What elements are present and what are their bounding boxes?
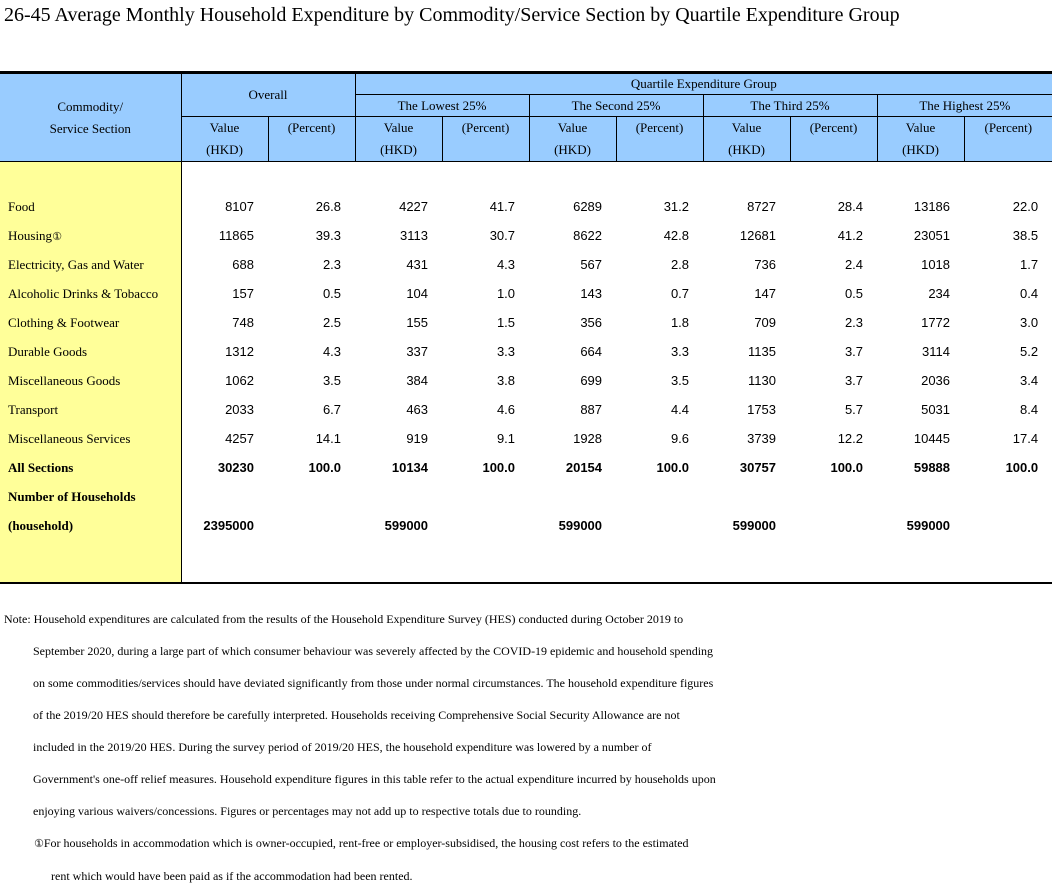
- value-cell: 431: [406, 257, 429, 272]
- table-row: [0, 395, 1052, 424]
- percent-cell: 4.4: [670, 402, 690, 417]
- percent-cell: 2.4: [844, 257, 864, 272]
- table-row: [0, 453, 1052, 482]
- percent-cell: 100.0: [308, 460, 342, 475]
- value-cell: 13186: [913, 199, 951, 214]
- percent-cell: 3.4: [1020, 373, 1039, 388]
- third-value-header: Value (HKD): [703, 117, 790, 162]
- value-cell: 748: [232, 315, 254, 330]
- percent-cell: 5.7: [844, 402, 864, 417]
- table-row: [0, 279, 1052, 308]
- value-cell: 356: [580, 315, 603, 330]
- third-percent-header: (Percent): [790, 117, 877, 162]
- percent-cell: 100.0: [1005, 460, 1039, 475]
- households-cell: 599000: [558, 518, 603, 533]
- households-row: [0, 511, 1052, 540]
- note-line: included in the 2019/20 HES. During the survey period of 2019/20 HES, the household expenditure was lowered by a number of: [33, 740, 652, 754]
- table-row: [0, 250, 1052, 279]
- row-label: Transport: [0, 395, 181, 424]
- percent-cell: 100.0: [656, 460, 690, 475]
- value-cell: 337: [406, 344, 429, 359]
- value-cell: 10134: [391, 460, 429, 475]
- value-cell: 1772: [921, 315, 951, 330]
- value-cell: 157: [232, 286, 254, 301]
- value-cell: 155: [406, 315, 429, 330]
- value-cell: 30757: [739, 460, 777, 475]
- lowest-value-header: Value (HKD): [355, 117, 442, 162]
- value-cell: 104: [406, 286, 429, 301]
- highest-percent-header: (Percent): [964, 117, 1052, 162]
- percent-cell: 4.3: [496, 257, 516, 272]
- percent-cell: 0.4: [1020, 286, 1039, 301]
- row-label: Food: [0, 192, 181, 221]
- percent-cell: 31.2: [663, 199, 690, 214]
- row-label-line1: Commodity/: [57, 98, 124, 114]
- quartile-group-header: Quartile Expenditure Group: [355, 73, 1052, 95]
- group-lowest-header: The Lowest 25%: [355, 95, 529, 117]
- households-cell: [616, 511, 703, 540]
- percent-cell: 4.3: [322, 344, 342, 359]
- value-cell: 12681: [739, 228, 777, 243]
- percent-cell: 3.7: [844, 373, 864, 388]
- households-label: Number of Households: [0, 482, 181, 511]
- table-row: [0, 337, 1052, 366]
- households-cell: [268, 511, 355, 540]
- row-label: Clothing & Footwear: [0, 308, 181, 337]
- value-cell: 463: [406, 402, 429, 417]
- value-cell: 5031: [921, 402, 951, 417]
- value-cell: 23051: [913, 228, 951, 243]
- overall-percent-header: (Percent): [268, 117, 355, 162]
- value-cell: 384: [406, 373, 429, 388]
- households-cell: 2395000: [203, 518, 254, 533]
- value-cell: 1135: [748, 344, 777, 359]
- note-line: on some commodities/services should have deviated significantly from those under normal circumstances. The household expenditure figures: [33, 676, 714, 690]
- percent-cell: 0.5: [844, 286, 864, 301]
- value-cell: 8107: [225, 199, 254, 214]
- percent-cell: 14.1: [315, 431, 342, 446]
- value-cell: 1928: [573, 431, 603, 446]
- percent-cell: 3.0: [1020, 315, 1039, 330]
- value-cell: 143: [580, 286, 603, 301]
- row-label: Miscellaneous Goods: [0, 366, 181, 395]
- percent-cell: 2.5: [322, 315, 342, 330]
- percent-cell: 41.7: [489, 199, 516, 214]
- bottom-spacer-row: [0, 540, 1052, 583]
- percent-cell: 6.7: [322, 402, 342, 417]
- table-row: [0, 308, 1052, 337]
- footnote-marker-icon: ①: [52, 229, 62, 243]
- households-cell: [964, 511, 1052, 540]
- value-cell: 147: [754, 286, 777, 301]
- percent-cell: 30.7: [489, 228, 516, 243]
- value-cell: 736: [754, 257, 777, 272]
- percent-cell: 3.7: [844, 344, 864, 359]
- percent-cell: 2.3: [844, 315, 864, 330]
- second-percent-header: (Percent): [616, 117, 703, 162]
- percent-cell: 1.8: [670, 315, 690, 330]
- percent-cell: 3.8: [496, 373, 516, 388]
- percent-cell: 28.4: [837, 199, 864, 214]
- spacer-row: [0, 162, 1052, 193]
- page-title: 26-45 Average Monthly Household Expenditure by Commodity/Service Section by Quartile Expenditure Group: [4, 4, 900, 26]
- percent-cell: 2.8: [670, 257, 690, 272]
- note-line: Note: Household expenditures are calculated from the results of the Household Expenditure Survey (HES) conducted during October 2019 to: [4, 612, 684, 626]
- percent-cell: 9.1: [496, 431, 516, 446]
- percent-cell: 12.2: [837, 431, 864, 446]
- value-cell: 3113: [400, 228, 429, 243]
- row-label-header: [0, 73, 181, 162]
- households-unit-label: (household): [0, 511, 181, 540]
- households-cell: [790, 511, 877, 540]
- value-cell: 1312: [225, 344, 254, 359]
- percent-cell: 0.7: [670, 286, 690, 301]
- row-label: Durable Goods: [0, 337, 181, 366]
- percent-cell: 0.5: [322, 286, 342, 301]
- note-line: enjoying various waivers/concessions. Figures or percentages may not add up to respective totals due to rounding.: [33, 804, 582, 818]
- percent-cell: 3.3: [496, 344, 516, 359]
- value-cell: 688: [232, 257, 254, 272]
- percent-cell: 3.5: [322, 373, 342, 388]
- households-cell: 599000: [384, 518, 429, 533]
- percent-cell: 100.0: [830, 460, 864, 475]
- value-cell: 234: [928, 286, 951, 301]
- row-label: Housing①: [0, 221, 181, 250]
- percent-cell: 22.0: [1012, 199, 1039, 214]
- notes-section: [4, 603, 716, 892]
- note-line: of the 2019/20 HES should therefore be carefully interpreted. Households receiving Comprehensive Social Security Allowance are not: [33, 708, 680, 722]
- percent-cell: 5.2: [1020, 344, 1039, 359]
- footnote-line: rent which would have been paid as if the accommodation had been rented.: [51, 869, 413, 883]
- percent-cell: 41.2: [837, 228, 864, 243]
- value-cell: 59888: [913, 460, 951, 475]
- percent-cell: 1.5: [496, 315, 516, 330]
- row-label: Miscellaneous Services: [0, 424, 181, 453]
- value-cell: 8727: [747, 199, 777, 214]
- value-cell: 20154: [565, 460, 603, 475]
- value-cell: 887: [580, 402, 603, 417]
- value-cell: 664: [580, 344, 603, 359]
- note-line: Government's one-off relief measures. Household expenditure figures in this table refer to the actual expenditure incurred by households upon: [33, 772, 716, 786]
- row-label: Alcoholic Drinks & Tobacco: [0, 279, 181, 308]
- value-cell: 2033: [225, 402, 254, 417]
- note-line: September 2020, during a large part of which consumer behaviour was severely affected by the COVID-19 epidemic and household spending: [33, 644, 714, 658]
- value-cell: 699: [580, 373, 603, 388]
- value-cell: 1130: [748, 373, 777, 388]
- group-highest-header: The Highest 25%: [877, 95, 1052, 117]
- value-cell: 1018: [921, 257, 951, 272]
- table-row: [0, 424, 1052, 453]
- value-cell: 919: [406, 431, 429, 446]
- value-cell: 1753: [747, 402, 777, 417]
- value-cell: 11865: [218, 228, 254, 243]
- households-cell: 599000: [906, 518, 951, 533]
- table-row: [0, 192, 1052, 221]
- value-cell: 4257: [225, 431, 254, 446]
- row-label: All Sections: [0, 453, 181, 482]
- percent-cell: 100.0: [482, 460, 516, 475]
- value-cell: 10445: [913, 431, 951, 446]
- overall-value-header: Value (HKD): [181, 117, 268, 162]
- value-cell: 567: [580, 257, 603, 272]
- value-cell: 4227: [399, 199, 429, 214]
- percent-cell: 26.8: [315, 199, 342, 214]
- table-row: [0, 366, 1052, 395]
- value-cell: 6289: [573, 199, 603, 214]
- expenditure-table: [0, 71, 1052, 584]
- percent-cell: 3.5: [670, 373, 690, 388]
- value-cell: 8622: [573, 228, 603, 243]
- value-cell: 2036: [921, 373, 951, 388]
- row-label: Electricity, Gas and Water: [0, 250, 181, 279]
- households-cell: [442, 511, 529, 540]
- percent-cell: 38.5: [1012, 228, 1039, 243]
- row-label-line2: Service Section: [49, 120, 131, 136]
- households-cell: 599000: [732, 518, 777, 533]
- value-cell: 3739: [747, 431, 777, 446]
- value-cell: 30230: [217, 460, 254, 475]
- percent-cell: 3.3: [670, 344, 690, 359]
- percent-cell: 2.3: [322, 257, 342, 272]
- percent-cell: 4.6: [496, 402, 516, 417]
- percent-cell: 1.7: [1020, 257, 1039, 272]
- footnote-line: ①For households in accommodation which is owner-occupied, rent-free or employer-subsidised, the housing cost refers to the estimated: [34, 836, 689, 850]
- group-third-header: The Third 25%: [703, 95, 877, 117]
- percent-cell: 8.4: [1020, 402, 1039, 417]
- percent-cell: 17.4: [1012, 431, 1039, 446]
- percent-cell: 39.3: [315, 228, 342, 243]
- highest-value-header: Value (HKD): [877, 117, 964, 162]
- percent-cell: 42.8: [663, 228, 690, 243]
- value-cell: 1062: [225, 373, 254, 388]
- table-row: [0, 221, 1052, 250]
- value-cell: 3114: [922, 344, 951, 359]
- second-value-header: Value (HKD): [529, 117, 616, 162]
- value-cell: 709: [754, 315, 777, 330]
- percent-cell: 1.0: [496, 286, 516, 301]
- percent-cell: 9.6: [670, 431, 690, 446]
- overall-header: Overall: [181, 73, 355, 117]
- footnote-marker-icon: ①: [34, 837, 44, 850]
- group-second-header: The Second 25%: [529, 95, 703, 117]
- lowest-percent-header: (Percent): [442, 117, 529, 162]
- households-label-row: [0, 482, 1052, 511]
